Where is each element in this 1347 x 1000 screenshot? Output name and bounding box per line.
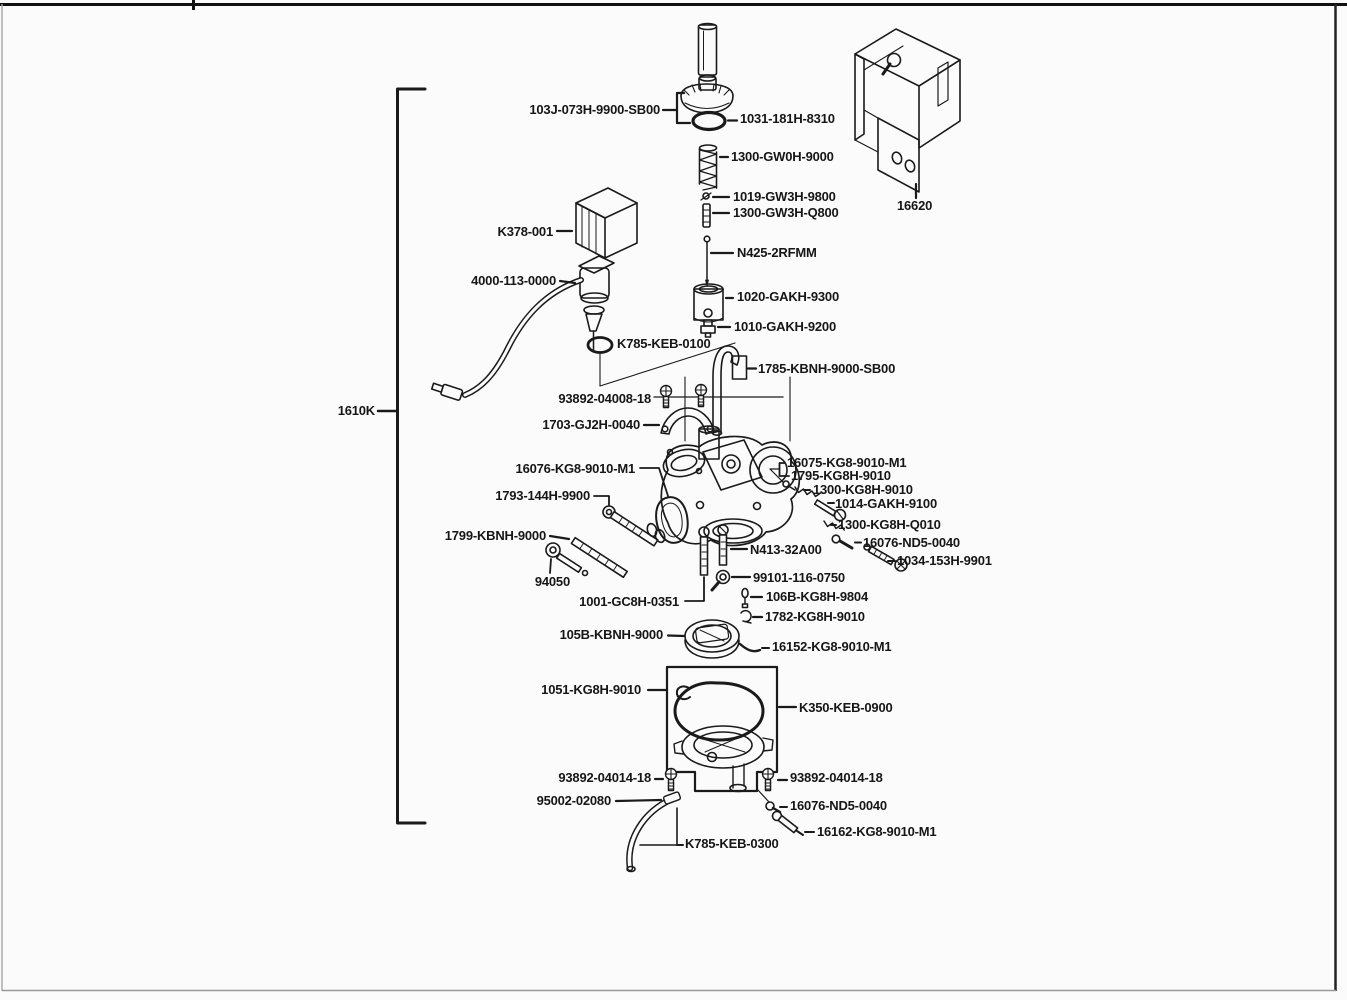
part-label-1300-kg8h-q010: 1300-KG8H-Q010	[838, 517, 941, 532]
throttle-spring-drawing	[700, 145, 729, 190]
part-label-1703-gj2h-0040: 1703-GJ2H-0040	[542, 417, 640, 432]
part-label-k378-001: K378-001	[497, 224, 553, 239]
part-label-1034-153h-9901: 1034-153H-9901	[897, 553, 992, 568]
part-label-1051-kg8h-9010: 1051-KG8H-9010	[541, 682, 641, 697]
part-label-94050: 94050	[534, 574, 570, 589]
label-bracket-103j	[663, 93, 690, 123]
part-label-16162-kg8-9010-m1: 16162-KG8-9010-M1	[817, 824, 937, 839]
part-label-16152-kg8-9010-m1: 16152-KG8-9010-M1	[772, 639, 892, 654]
float-valve-drawing	[741, 589, 762, 624]
part-label-103j-073h-9900-sb00: 103J-073H-9900-SB00	[529, 102, 660, 117]
part-label-4000-113-0000: 4000-113-0000	[471, 273, 556, 288]
part-label-1031-181h-8310: 1031-181H-8310	[740, 111, 835, 126]
needle-clip-drawing	[703, 204, 729, 227]
part-label-1793-144h-9900: 1793-144H-9900	[495, 488, 590, 503]
part-label-1010-gakh-9200: 1010-GAKH-9200	[734, 319, 836, 334]
cdi-unit-drawing	[557, 188, 637, 258]
part-label-1300-gw3h-q800: 1300-GW3H-Q800	[733, 205, 839, 220]
float-drawing	[668, 620, 769, 658]
top-cover-screws-drawing	[654, 385, 783, 408]
part-label-93892-04008-18: 93892-04008-18	[558, 391, 651, 406]
part-label-95002-02080: 95002-02080	[536, 793, 611, 808]
part-label-1795-kg8h-9010: 1795-KG8H-9010	[791, 468, 891, 483]
needle-retainer-drawing	[701, 193, 729, 200]
throttle-cable-tube-drawing	[699, 24, 717, 76]
part-label-93892-04014-18-right: 93892-04014-18	[790, 770, 883, 785]
part-label-1799-kbnh-9000: 1799-KBNH-9000	[444, 528, 546, 543]
part-label-1300-kg8h-9010: 1300-KG8H-9010	[813, 482, 913, 497]
mounting-bracket-drawing	[855, 29, 960, 198]
part-label-1782-kg8h-9010: 1782-KG8H-9010	[765, 609, 865, 624]
part-label-93892-04014-18-left: 93892-04014-18	[558, 770, 651, 785]
part-label-n425-2rfmm: N425-2RFMM	[737, 245, 817, 260]
part-label-99101-116-0750: 99101-116-0750	[753, 570, 845, 585]
part-label-16075-kg8-9010-m1: 16075-KG8-9010-M1	[787, 455, 907, 470]
group-bracket-1610k	[378, 89, 425, 823]
part-label-n413-32a00: N413-32A00	[750, 542, 822, 557]
jet-needle-drawing	[704, 236, 733, 286]
part-label-16076-nd5-0040: 16076-ND5-0040	[863, 535, 960, 550]
fuel-pipe-drawing	[713, 346, 757, 435]
top-oring-drawing	[693, 113, 737, 130]
needle-jet-drawing	[701, 320, 730, 337]
part-label-16620: 16620	[897, 198, 933, 213]
carburetor-body-drawing	[660, 426, 799, 546]
carb-top-cap-drawing	[681, 75, 733, 113]
part-label-16076-kg8-9010-m1: 16076-KG8-9010-M1	[515, 461, 635, 476]
drain-tube-drawing	[616, 792, 683, 872]
part-label-16076-nd5-0040-bottom: 16076-ND5-0040	[790, 798, 887, 813]
part-label-k785-keb-0300: K785-KEB-0300	[685, 836, 779, 851]
part-label-1014-gakh-9100: 1014-GAKH-9100	[835, 496, 937, 511]
part-label-k350-keb-0900: K350-KEB-0900	[799, 700, 893, 715]
cable-stay-drawing	[644, 408, 714, 434]
throttle-slide-drawing	[694, 284, 733, 322]
part-label-1019-gw3h-9800: 1019-GW3H-9800	[733, 189, 836, 204]
part-label-1785-kbnh-9000-sb00: 1785-KBNH-9000-SB00	[758, 361, 896, 376]
assembly-group-label: 1610K	[337, 403, 375, 418]
part-label-k785-keb-0100: K785-KEB-0100	[617, 336, 711, 351]
part-label-1020-gakh-9300: 1020-GAKH-9300	[737, 289, 839, 304]
part-label-1300-gw0h-9000: 1300-GW0H-9000	[731, 149, 834, 164]
part-label-1001-gc8h-0351: 1001-GC8H-0351	[579, 594, 679, 609]
part-label-106b-kg8h-9804: 106B-KG8H-9804	[766, 589, 868, 604]
part-label-105b-kbnh-9000: 105B-KBNH-9000	[559, 627, 663, 642]
